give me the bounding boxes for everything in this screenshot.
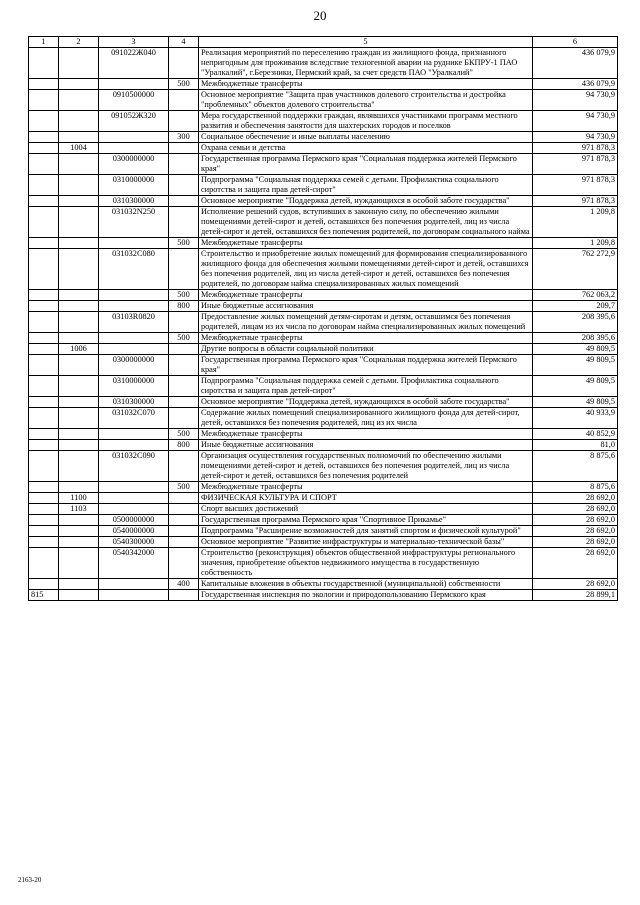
header-col-3: 3: [99, 37, 169, 48]
cell-c5: Межбюджетные трансферты: [199, 290, 533, 301]
cell-c5: Межбюджетные трансферты: [199, 429, 533, 440]
cell-c5: Государственная программа Пермского края "Социальная поддержка жителей Пермского края": [199, 154, 533, 175]
cell-c6: 436 079,9: [533, 79, 618, 90]
cell-c4: [169, 312, 199, 333]
cell-c2: [59, 111, 99, 132]
table-row: [29, 526, 618, 537]
cell-c6: 1 209,8: [533, 207, 618, 238]
cell-c4: [169, 397, 199, 408]
cell-c6: 40 933,9: [533, 408, 618, 429]
budget-table: [28, 36, 618, 601]
cell-c6: 1 209,8: [533, 238, 618, 249]
cell-c4: 500: [169, 482, 199, 493]
cell-c5: Предоставление жилых помещений детям-сиротам и детям, оставшимся без попечения родителей, лицам из их числа по договорам найма специализированных жилых помещений: [199, 312, 533, 333]
header-col-6: 6: [533, 37, 618, 48]
cell-c4: [169, 196, 199, 207]
cell-c6: 762 063,2: [533, 290, 618, 301]
cell-c5: Межбюджетные трансферты: [199, 482, 533, 493]
table-row: [29, 548, 618, 579]
cell-c5: Межбюджетные трансферты: [199, 333, 533, 344]
table-row: [29, 196, 618, 207]
header-col-4: 4: [169, 37, 199, 48]
cell-c2: [59, 515, 99, 526]
cell-c3: 0310300000: [99, 397, 169, 408]
cell-c3: 03103R0820: [99, 312, 169, 333]
cell-c1: [29, 440, 59, 451]
cell-c2: [59, 408, 99, 429]
table-row: [29, 333, 618, 344]
table-row: [29, 90, 618, 111]
cell-c3: [99, 301, 169, 312]
cell-c1: 815: [29, 590, 59, 601]
table-row: [29, 504, 618, 515]
cell-c3: 031032С070: [99, 408, 169, 429]
cell-c6: 436 079,9: [533, 48, 618, 79]
cell-c5: Подпрограмма "Расширение возможностей для занятий спортом и физической культурой": [199, 526, 533, 537]
cell-c2: [59, 154, 99, 175]
cell-c3: [99, 590, 169, 601]
table-row: [29, 301, 618, 312]
cell-c2: [59, 590, 99, 601]
cell-c3: 0540342000: [99, 548, 169, 579]
cell-c4: [169, 175, 199, 196]
table-row: [29, 579, 618, 590]
cell-c1: [29, 249, 59, 290]
cell-c2: [59, 579, 99, 590]
cell-c6: 971 878,3: [533, 143, 618, 154]
cell-c6: 28 899,1: [533, 590, 618, 601]
cell-c3: 091022Ж040: [99, 48, 169, 79]
cell-c1: [29, 344, 59, 355]
table-row: [29, 344, 618, 355]
cell-c2: [59, 482, 99, 493]
cell-c3: [99, 344, 169, 355]
cell-c6: 28 692,0: [533, 493, 618, 504]
cell-c1: [29, 290, 59, 301]
table-header: [29, 37, 618, 48]
cell-c4: [169, 90, 199, 111]
cell-c6: 28 692,0: [533, 504, 618, 515]
header-row: [29, 37, 618, 48]
budget-table-container: [28, 36, 617, 601]
cell-c3: 0910500000: [99, 90, 169, 111]
cell-c5: Спорт высших достижений: [199, 504, 533, 515]
cell-c5: Капитальные вложения в объекты государственной (муниципальной) собственности: [199, 579, 533, 590]
cell-c6: 971 878,3: [533, 154, 618, 175]
cell-c4: [169, 111, 199, 132]
cell-c4: 300: [169, 132, 199, 143]
cell-c1: [29, 526, 59, 537]
cell-c4: [169, 143, 199, 154]
cell-c4: [169, 355, 199, 376]
cell-c1: [29, 504, 59, 515]
cell-c3: 0500000000: [99, 515, 169, 526]
cell-c5: ФИЗИЧЕСКАЯ КУЛЬТУРА И СПОРТ: [199, 493, 533, 504]
cell-c4: 800: [169, 440, 199, 451]
table-row: [29, 515, 618, 526]
cell-c5: Межбюджетные трансферты: [199, 79, 533, 90]
cell-c2: 1004: [59, 143, 99, 154]
table-row: [29, 238, 618, 249]
cell-c2: [59, 175, 99, 196]
cell-c3: [99, 132, 169, 143]
cell-c3: 031032С090: [99, 451, 169, 482]
cell-c5: Организация осуществления государственных полномочий по обеспечению жилыми помещениями детей-сирот и детей, оставшихся без попечения родителей, лиц из числа детей-сирот и детей, оставшихся без попечения родителей: [199, 451, 533, 482]
table-row: [29, 143, 618, 154]
cell-c4: 500: [169, 290, 199, 301]
cell-c5: Мера государственной поддержки граждан, являвшихся участниками программ местного развития и обеспечения занятости для шахтерских городов и поселков: [199, 111, 533, 132]
cell-c6: 971 878,3: [533, 196, 618, 207]
cell-c1: [29, 333, 59, 344]
cell-c2: [59, 397, 99, 408]
cell-c2: [59, 333, 99, 344]
table-row: [29, 590, 618, 601]
cell-c4: [169, 207, 199, 238]
table-row: [29, 290, 618, 301]
cell-c5: Строительство и приобретение жилых помещений для формирования специализированного жилищного фонда для обеспечения жилыми помещениями детей-сирот и детей, оставшихся без попечения родителей, лиц из числа детей-сирот и детей, оставшихся без попечения родителей, по договорам найма специализированных жилых помещений: [199, 249, 533, 290]
cell-c2: [59, 290, 99, 301]
cell-c2: [59, 429, 99, 440]
cell-c4: 400: [169, 579, 199, 590]
cell-c5: Межбюджетные трансферты: [199, 238, 533, 249]
cell-c6: 28 692,0: [533, 537, 618, 548]
cell-c3: 0310000000: [99, 175, 169, 196]
table-row: [29, 154, 618, 175]
cell-c4: [169, 493, 199, 504]
cell-c1: [29, 132, 59, 143]
cell-c4: [169, 249, 199, 290]
cell-c2: 1100: [59, 493, 99, 504]
cell-c1: [29, 548, 59, 579]
cell-c3: [99, 143, 169, 154]
cell-c3: 0540300000: [99, 537, 169, 548]
cell-c2: [59, 451, 99, 482]
cell-c2: [59, 301, 99, 312]
cell-c2: [59, 376, 99, 397]
cell-c6: 49 809,5: [533, 397, 618, 408]
cell-c2: [59, 79, 99, 90]
cell-c4: [169, 526, 199, 537]
table-row: [29, 355, 618, 376]
cell-c6: 81,0: [533, 440, 618, 451]
cell-c6: 28 692,0: [533, 526, 618, 537]
cell-c2: [59, 207, 99, 238]
cell-c2: [59, 196, 99, 207]
cell-c4: 500: [169, 333, 199, 344]
cell-c1: [29, 537, 59, 548]
table-row: [29, 537, 618, 548]
cell-c3: [99, 504, 169, 515]
cell-c5: Другие вопросы в области социальной политики: [199, 344, 533, 355]
cell-c2: [59, 537, 99, 548]
cell-c3: 031032С080: [99, 249, 169, 290]
cell-c1: [29, 429, 59, 440]
cell-c4: [169, 590, 199, 601]
table-row: [29, 376, 618, 397]
cell-c6: 94 730,9: [533, 90, 618, 111]
cell-c1: [29, 48, 59, 79]
table-row: [29, 429, 618, 440]
cell-c6: 8 875,6: [533, 482, 618, 493]
cell-c4: 800: [169, 301, 199, 312]
cell-c3: [99, 429, 169, 440]
table-row: [29, 111, 618, 132]
cell-c6: 762 272,9: [533, 249, 618, 290]
cell-c5: Исполнение решений судов, вступивших в законную силу, по обеспечению жилыми помещениями детей-сирот и детей, оставшихся без попечения родителей, лиц из числа детей-сирот и детей, оставшихся без попечения родителей, по договорам социального найма: [199, 207, 533, 238]
cell-c4: [169, 451, 199, 482]
cell-c1: [29, 397, 59, 408]
header-col-5: 5: [199, 37, 533, 48]
cell-c1: [29, 408, 59, 429]
cell-c1: [29, 79, 59, 90]
cell-c1: [29, 301, 59, 312]
cell-c6: 28 692,0: [533, 579, 618, 590]
cell-c3: [99, 482, 169, 493]
cell-c5: Иные бюджетные ассигнования: [199, 301, 533, 312]
cell-c3: 031032N250: [99, 207, 169, 238]
cell-c4: [169, 376, 199, 397]
cell-c2: [59, 90, 99, 111]
cell-c4: [169, 408, 199, 429]
table-row: [29, 451, 618, 482]
cell-c5: Иные бюджетные ассигнования: [199, 440, 533, 451]
cell-c1: [29, 111, 59, 132]
cell-c3: [99, 79, 169, 90]
cell-c1: [29, 90, 59, 111]
cell-c3: 0540000000: [99, 526, 169, 537]
cell-c5: Основное мероприятие "Защита прав участников долевого строительства и достройка "проблемных" объектов долевого строительства": [199, 90, 533, 111]
cell-c5: Строительство (реконструкция) объектов общественной инфраструктуры регионального значения, приобретение объектов недвижимого имущества в государственную собственность: [199, 548, 533, 579]
table-row: [29, 312, 618, 333]
cell-c2: [59, 48, 99, 79]
cell-c1: [29, 238, 59, 249]
table-body: [29, 48, 618, 601]
cell-c4: 500: [169, 429, 199, 440]
cell-c2: 1103: [59, 504, 99, 515]
cell-c5: Содержание жилых помещений специализированного жилищного фонда для детей-сирот, детей, оставшихся без попечения родителей, лиц из их числа: [199, 408, 533, 429]
table-row: [29, 493, 618, 504]
cell-c4: [169, 344, 199, 355]
table-row: [29, 79, 618, 90]
cell-c3: [99, 493, 169, 504]
cell-c2: [59, 249, 99, 290]
cell-c5: Подпрограмма "Социальная поддержка семей с детьми. Профилактика социального сиротства и защита прав детей-сирот": [199, 175, 533, 196]
cell-c4: [169, 154, 199, 175]
cell-c1: [29, 312, 59, 333]
table-row: [29, 408, 618, 429]
cell-c1: [29, 482, 59, 493]
cell-c4: [169, 48, 199, 79]
cell-c2: [59, 548, 99, 579]
cell-c4: 500: [169, 238, 199, 249]
cell-c3: 0300000000: [99, 154, 169, 175]
table-row: [29, 249, 618, 290]
cell-c3: 0310000000: [99, 376, 169, 397]
footer-code: 2163-20: [18, 876, 42, 884]
cell-c3: [99, 579, 169, 590]
cell-c6: 40 852,9: [533, 429, 618, 440]
cell-c1: [29, 196, 59, 207]
cell-c1: [29, 207, 59, 238]
cell-c4: [169, 515, 199, 526]
cell-c3: [99, 238, 169, 249]
cell-c1: [29, 143, 59, 154]
cell-c1: [29, 376, 59, 397]
cell-c5: Государственная программа Пермского края "Спортивное Прикамье": [199, 515, 533, 526]
cell-c1: [29, 154, 59, 175]
cell-c4: 500: [169, 79, 199, 90]
cell-c3: [99, 290, 169, 301]
table-row: [29, 48, 618, 79]
cell-c4: [169, 548, 199, 579]
header-col-2: 2: [59, 37, 99, 48]
cell-c6: 208 395,6: [533, 312, 618, 333]
cell-c2: [59, 132, 99, 143]
cell-c2: [59, 238, 99, 249]
cell-c2: [59, 526, 99, 537]
cell-c6: 209,7: [533, 301, 618, 312]
cell-c1: [29, 175, 59, 196]
cell-c3: [99, 333, 169, 344]
cell-c5: Основное мероприятие "Поддержка детей, нуждающихся в особой заботе государства": [199, 397, 533, 408]
cell-c2: [59, 355, 99, 376]
cell-c2: 1006: [59, 344, 99, 355]
cell-c6: 28 692,0: [533, 515, 618, 526]
cell-c4: [169, 504, 199, 515]
table-row: [29, 132, 618, 143]
table-row: [29, 440, 618, 451]
cell-c6: 208 395,6: [533, 333, 618, 344]
cell-c5: Государственная программа Пермского края "Социальная поддержка жителей Пермского края": [199, 355, 533, 376]
cell-c6: 94 730,9: [533, 132, 618, 143]
cell-c6: 49 809,5: [533, 376, 618, 397]
page-number: 20: [313, 8, 327, 23]
table-row: [29, 482, 618, 493]
cell-c1: [29, 451, 59, 482]
cell-c5: Основное мероприятие "Поддержка детей, нуждающихся в особой заботе государства": [199, 196, 533, 207]
cell-c3: 091052Ж320: [99, 111, 169, 132]
cell-c5: Социальное обеспечение и иные выплаты населению: [199, 132, 533, 143]
cell-c1: [29, 493, 59, 504]
cell-c1: [29, 355, 59, 376]
header-col-1: 1: [29, 37, 59, 48]
cell-c6: 8 875,6: [533, 451, 618, 482]
cell-c3: [99, 440, 169, 451]
table-row: [29, 397, 618, 408]
cell-c6: 49 809,5: [533, 355, 618, 376]
cell-c5: Основное мероприятие "Развитие инфраструктуры и материально-технической базы": [199, 537, 533, 548]
cell-c1: [29, 515, 59, 526]
cell-c4: [169, 537, 199, 548]
cell-c1: [29, 579, 59, 590]
cell-c2: [59, 312, 99, 333]
cell-c5: Государственная инспекция по экологии и природопользованию Пермского края: [199, 590, 533, 601]
table-row: [29, 207, 618, 238]
cell-c3: 0310300000: [99, 196, 169, 207]
cell-c6: 28 692,0: [533, 548, 618, 579]
cell-c6: 49 809,5: [533, 344, 618, 355]
cell-c5: Охрана семьи и детства: [199, 143, 533, 154]
cell-c2: [59, 440, 99, 451]
cell-c5: Подпрограмма "Социальная поддержка семей с детьми. Профилактика социального сиротства и защита прав детей-сирот": [199, 376, 533, 397]
table-row: [29, 175, 618, 196]
cell-c6: 94 730,9: [533, 111, 618, 132]
cell-c6: 971 878,3: [533, 175, 618, 196]
cell-c3: 0300000000: [99, 355, 169, 376]
cell-c5: Реализация мероприятий по переселению граждан из жилищного фонда, признанного непригодным для проживания вследствие техногенной аварии на руднике БКПРУ-1 ПАО "Уралкалий", г.Березники, Пермский край, за счет средств ПАО "Уралкалий": [199, 48, 533, 79]
